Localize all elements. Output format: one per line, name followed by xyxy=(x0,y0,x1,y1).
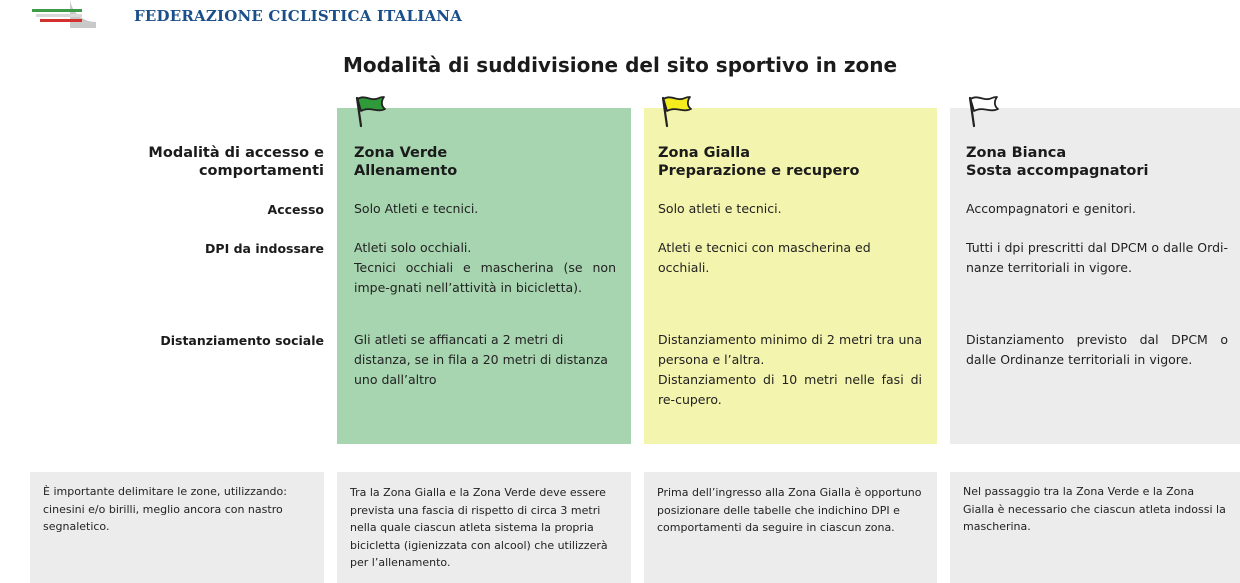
organization-name: FEDERAZIONE CICLISTICA ITALIANA xyxy=(134,7,463,25)
green-zone-dpi xyxy=(354,238,616,298)
note-entrance-signs: Prima dell’ingresso alla Zona Gialla è opportuno posizionare delle tabelle che indichino DPI e comportamenti da seguire in ciascun zona. xyxy=(644,472,937,583)
green-zone-distance: Gli atleti se affiancati a 2 metri di distanza, se in fila a 20 metri di distanza uno dall’altro xyxy=(354,332,608,387)
white-zone-heading xyxy=(966,144,1149,180)
yellow-zone-subtitle: Preparazione e recupero xyxy=(658,163,860,179)
green-zone-dpi-athletes: Atleti solo occhiali. xyxy=(354,240,472,255)
green-zone-heading xyxy=(354,144,457,180)
white-zone-name: Zona Bianca xyxy=(966,145,1067,161)
note-mask-passage: Nel passaggio tra la Zona Verde e la Zona Gialla è necessario che ciascun atleta indossi la mascherina. xyxy=(950,472,1240,583)
white-zone-subtitle: Sosta accompagnatori xyxy=(966,163,1149,179)
white-zone-dpi: Tutti i dpi prescritti dal DPCM o dalle Ordi-nanze territoriali in vigore. xyxy=(966,240,1228,275)
yellow-zone-distance xyxy=(658,330,922,410)
federation-emblem-icon xyxy=(30,0,100,28)
white-zone-distance: Distanziamento previsto dal DPCM o dalle Ordinanze territoriali in vigore. xyxy=(966,332,1228,367)
dpi-row-label: DPI da indossare xyxy=(205,241,324,256)
yellow-zone-access: Solo atleti e tecnici. xyxy=(658,201,782,216)
yellow-zone-dpi: Atleti e tecnici con mascherina ed occhiali. xyxy=(658,240,871,275)
green-zone-subtitle: Allenamento xyxy=(354,163,458,179)
distance-row-label: Distanziamento sociale xyxy=(160,333,324,348)
note-delimit-zones: È importante delimitare le zone, utilizzando: cinesini e/o birilli, meglio ancora con nastro segnaletico. xyxy=(30,472,324,583)
white-flag-icon xyxy=(966,94,1000,128)
green-zone-access: Solo Atleti e tecnici. xyxy=(354,201,479,216)
yellow-zone-name: Zona Gialla xyxy=(658,145,751,161)
green-zone-name: Zona Verde xyxy=(354,145,448,161)
green-flag-icon xyxy=(353,94,387,128)
yellow-flag-icon xyxy=(659,94,693,128)
yellow-zone-heading xyxy=(658,144,859,180)
green-zone-dpi-technicians: Tecnici occhiali e mascherina (se non impe-gnati nell’attività in bicicletta). xyxy=(354,260,616,295)
page-title: Modalità di suddivisione del sito sportivo in zone xyxy=(342,53,898,77)
federation-logo xyxy=(30,0,463,28)
note-buffer-strip: Tra la Zona Gialla e la Zona Verde deve essere prevista una fascia di rispetto di circa 3 metri nella quale ciascun atleta sistema la propria bicicletta (igienizzata con alcool) che utilizzerà per l’allenamento. xyxy=(337,472,631,583)
white-zone-access: Accompagnatori e genitori. xyxy=(966,201,1136,216)
yellow-zone-distance-recovery: Distanziamento di 10 metri nelle fasi di re-cupero. xyxy=(658,372,922,407)
access-row-label: Accesso xyxy=(267,202,324,217)
row-header-label: Modalità di accesso e comportamenti xyxy=(148,145,324,179)
yellow-zone-distance-min: Distanziamento minimo di 2 metri tra una persona e l’altra. xyxy=(658,332,922,367)
